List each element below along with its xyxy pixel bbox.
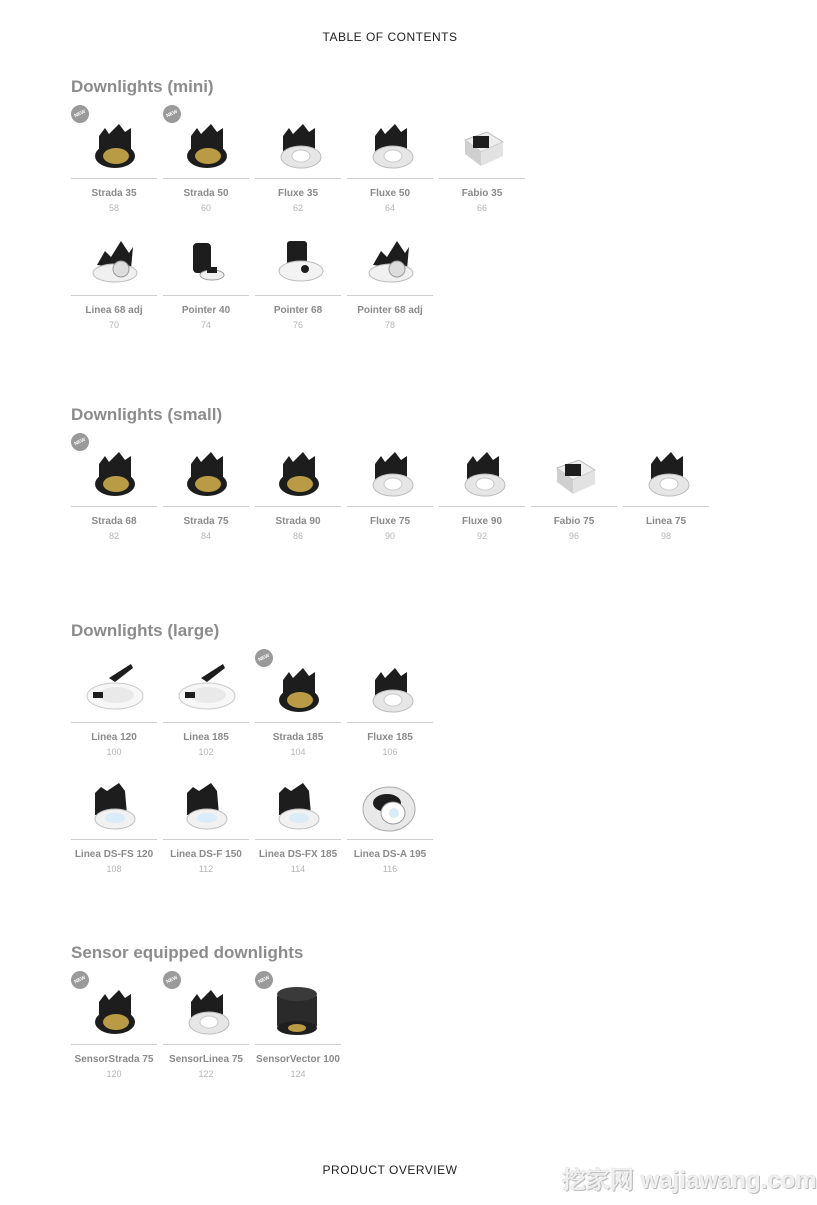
product-name: Linea 120 [91,732,137,743]
page-number: 92 [476,531,487,541]
divider [347,722,433,723]
divider [255,506,341,507]
spotlight-black-white-icon [347,658,433,721]
product-thumbnail [71,231,157,294]
divider [439,178,525,179]
divider [347,178,433,179]
cylinder-white-icon [255,775,341,838]
section [71,620,731,874]
page-number: 66 [476,203,487,213]
page-number: 100 [106,747,122,757]
page-number: 78 [384,320,395,330]
divider [163,1044,249,1045]
product-name: Fluxe 90 [461,516,503,527]
page-number: 64 [384,203,395,213]
product-item[interactable] [71,231,157,331]
product-thumbnail [531,442,617,505]
product-item[interactable] [255,442,341,542]
product-item[interactable] [255,974,341,1080]
product-item[interactable] [163,108,249,214]
new-badge: NEW [160,102,184,126]
product-name: Linea 75 [645,516,687,527]
product-name: Fluxe 50 [369,188,411,199]
divider [255,295,341,296]
divider [623,506,709,507]
product-row [71,436,731,542]
page-number: 116 [382,864,398,874]
divider [71,506,157,507]
product-item[interactable] [347,114,433,214]
watermark: 挖家网 wajiawang.com [562,1167,817,1194]
product-item[interactable] [623,442,709,542]
page-number: 76 [292,320,303,330]
product-thumbnail [71,114,157,177]
product-item[interactable] [71,436,157,542]
product-thumbnail [163,114,249,177]
section-title: Downlights (large) [71,621,220,640]
product-item[interactable] [163,442,249,542]
product-thumbnail [71,658,157,721]
new-badge: NEW [68,968,92,992]
product-thumbnail [163,980,249,1043]
spotlight-black-gold-icon [255,658,341,721]
divider [347,295,433,296]
product-name: Fluxe 35 [277,188,319,199]
product-thumbnail [623,442,709,505]
page-number: 114 [290,864,306,874]
product-item[interactable] [163,775,249,875]
product-row [71,974,731,1080]
spotlight-black-gold-icon [163,442,249,505]
product-thumbnail [163,658,249,721]
new-badge: NEW [252,968,276,992]
divider [255,722,341,723]
product-item[interactable] [71,108,157,214]
product-thumbnail [439,442,525,505]
product-thumbnail [347,658,433,721]
product-name: SensorStrada 75 [74,1054,154,1065]
product-name: Fluxe 75 [369,516,411,527]
page-number: 112 [198,864,214,874]
section-title: Sensor equipped downlights [71,943,304,962]
product-name: Pointer 68 adj [357,305,423,316]
divider [71,1044,157,1045]
product-item[interactable] [255,775,341,875]
cylinder-white-icon [163,775,249,838]
flat-white-icon [163,658,249,721]
spotlight-black-gold-icon [71,980,157,1043]
divider [163,839,249,840]
pointer-white-icon [255,231,341,294]
square-spotlight-icon [531,442,617,505]
product-item[interactable] [255,652,341,758]
product-item[interactable] [347,658,433,758]
product-item[interactable] [163,974,249,1080]
spotlight-black-gold-icon [71,114,157,177]
page-number: 96 [568,531,579,541]
spotlight-black-gold-icon [255,442,341,505]
product-name: Strada 50 [183,188,229,199]
product-item[interactable] [163,231,249,331]
product-thumbnail [163,442,249,505]
product-thumbnail [71,775,157,838]
product-name: Linea DS-A 195 [353,849,427,860]
product-name: Linea DS-FS 120 [74,849,154,860]
product-thumbnail [347,114,433,177]
product-thumbnail [163,231,249,294]
product-name: Fabio 75 [553,516,595,527]
product-name: Linea DS-FX 185 [258,849,338,860]
page-number: 108 [106,864,122,874]
product-item[interactable] [531,442,617,542]
product-name: Pointer 40 [181,305,231,316]
product-name: Pointer 68 [273,305,323,316]
divider [163,178,249,179]
product-thumbnail [255,980,341,1043]
spotlight-black-white-icon [163,980,249,1043]
product-thumbnail [255,658,341,721]
divider [163,295,249,296]
product-thumbnail [71,980,157,1043]
product-item[interactable] [439,114,525,214]
product-thumbnail [347,442,433,505]
product-item[interactable] [347,231,433,331]
product-row [71,775,731,875]
page-number: 98 [660,531,671,541]
product-item[interactable] [71,658,157,758]
product-name: Linea 185 [183,732,229,743]
page-number: 124 [290,1069,306,1079]
product-thumbnail [255,231,341,294]
product-name: Linea 68 adj [85,305,143,316]
product-row [71,108,731,214]
pointer-icon [163,231,249,294]
product-name: Linea DS-F 150 [170,849,242,860]
product-thumbnail [255,775,341,838]
divider [71,178,157,179]
divider [255,1044,341,1045]
page-number: 102 [198,747,214,757]
spotlight-black-white-icon [623,442,709,505]
product-item[interactable] [439,442,525,542]
page-number: 62 [292,203,303,213]
divider [163,722,249,723]
spotlight-black-gold-icon [163,114,249,177]
divider [255,178,341,179]
product-item[interactable] [255,231,341,331]
product-row [71,652,731,758]
product-name: Fabio 35 [461,188,503,199]
product-name: Strada 90 [275,516,321,527]
surface-cylinder-icon [255,980,341,1043]
page-number: 58 [108,203,119,213]
page-number: 60 [200,203,211,213]
page-number: 74 [200,320,211,330]
section-title: Downlights (small) [71,405,223,424]
new-badge: NEW [68,430,92,454]
square-spotlight-icon [439,114,525,177]
adjustable-white-icon [71,231,157,294]
page-number: 90 [384,531,395,541]
product-item[interactable] [347,775,433,875]
spotlight-black-white-icon [255,114,341,177]
product-item[interactable] [71,775,157,875]
product-thumbnail [255,114,341,177]
divider [347,839,433,840]
flat-white-icon [71,658,157,721]
new-badge: NEW [68,102,92,126]
divider [439,506,525,507]
section [71,404,731,541]
page-number: 122 [198,1069,214,1079]
cylinder-white-icon [71,775,157,838]
page-number: 104 [290,747,306,757]
product-name: Strada 35 [91,188,137,199]
product-name: Strada 75 [183,516,229,527]
page-number: 86 [292,531,303,541]
gimbal-icon [347,775,433,838]
product-thumbnail [347,231,433,294]
spotlight-black-white-icon [439,442,525,505]
footer-title: PRODUCT OVERVIEW [322,1163,458,1177]
page-number: 70 [108,320,119,330]
page-number: 106 [382,747,398,757]
divider [347,506,433,507]
product-item[interactable] [347,442,433,542]
product-thumbnail [439,114,525,177]
product-item[interactable] [163,658,249,758]
product-item[interactable] [255,114,341,214]
product-name: Fluxe 185 [367,732,413,743]
page-number: 82 [108,531,119,541]
adjustable-white-icon [347,231,433,294]
divider [71,839,157,840]
product-thumbnail [255,442,341,505]
spotlight-black-gold-icon [71,442,157,505]
product-name: Strada 68 [91,516,137,527]
page-number: 84 [200,531,211,541]
product-thumbnail [163,775,249,838]
divider [531,506,617,507]
new-badge: NEW [252,646,276,670]
section [71,942,731,1079]
page-number: 120 [106,1069,122,1079]
product-name: Strada 185 [272,732,324,743]
product-thumbnail [347,775,433,838]
divider [255,839,341,840]
page-title: TABLE OF CONTENTS [322,30,458,44]
product-item[interactable] [71,974,157,1080]
divider [71,295,157,296]
product-row [71,231,731,331]
product-thumbnail [71,442,157,505]
spotlight-black-white-icon [347,442,433,505]
spotlight-black-white-icon [347,114,433,177]
product-name: SensorVector 100 [256,1054,340,1065]
new-badge: NEW [160,968,184,992]
product-name: SensorLinea 75 [169,1054,243,1065]
divider [163,506,249,507]
section [71,76,731,330]
section-title: Downlights (mini) [71,77,214,96]
divider [71,722,157,723]
